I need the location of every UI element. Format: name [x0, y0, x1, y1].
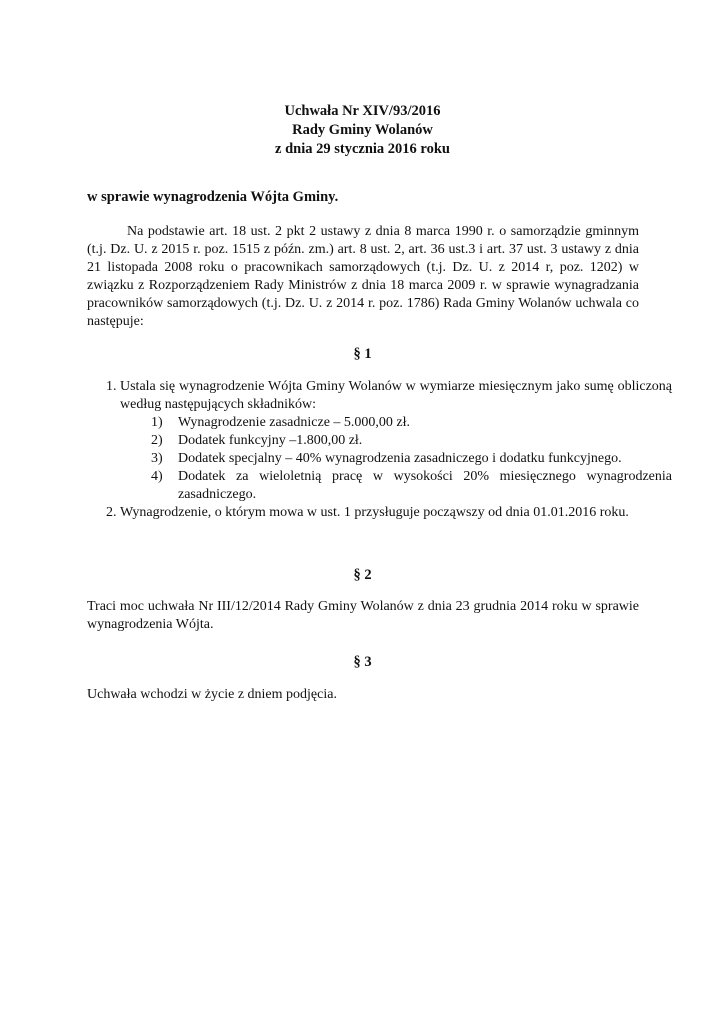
salary-component	[151, 432, 672, 450]
section-1-heading: § 1	[353, 346, 372, 362]
component-number: 1)	[151, 415, 163, 430]
resolution-number: Uchwała Nr XIV/93/2016	[284, 103, 441, 119]
salary-component	[151, 450, 672, 468]
salary-component	[151, 468, 672, 504]
section-3-text: Uchwała wchodzi w życie z dniem podjęcia.	[87, 687, 337, 702]
section-1-item-1-text: Ustala się wynagrodzenie Wójta Gminy Wolanów w wymiarze miesięcznym jako sumę obliczoną według następujących składników:	[120, 379, 672, 412]
component-number: 3)	[151, 451, 163, 466]
section-1-item-2	[120, 504, 672, 522]
resolution-subject: w sprawie wynagrodzenia Wójta Gminy.	[87, 189, 339, 205]
section-2-heading: § 2	[353, 567, 372, 583]
council-name: Rady Gminy Wolanów	[292, 122, 433, 138]
component-text: Wynagrodzenie zasadnicze – 5.000,00 zł.	[178, 415, 411, 430]
resolution-date: z dnia 29 stycznia 2016 roku	[275, 141, 450, 157]
salary-component	[151, 414, 672, 432]
section-1-list	[87, 378, 672, 522]
component-number: 4)	[151, 469, 163, 484]
component-number: 2)	[151, 433, 163, 448]
section-2-text: Traci moc uchwała Nr III/12/2014 Rady Gminy Wolanów z dnia 23 grudnia 2014 roku w sprawie wynagrodzenia Wójta.	[87, 599, 639, 632]
component-text: Dodatek funkcyjny –1.800,00 zł.	[178, 433, 363, 448]
section-3-heading: § 3	[353, 654, 372, 670]
section-1-item-2-text: Wynagrodzenie, o którym mowa w ust. 1 przysługuje począwszy od dnia 01.01.2016 roku.	[120, 505, 629, 520]
legal-basis-paragraph: Na podstawie art. 18 ust. 2 pkt 2 ustawy z dnia 8 marca 1990 r. o samorządzie gminnym (t.j. Dz. U. z 2015 r. poz. 1515 z późn. zm.) art. 8 ust. 2, art. 36 ust.3 i art. 37 ust. 3 ustawy z dnia 21 listopada 2008 roku o pracownikach samorządowych (t.j. Dz. U. z 2014 r, poz. 1202) w związku z Rozporządzeniem Rady Ministrów z dnia 18 marca 2009 r. w sprawie wynagradzania pracowników samorządowych (t.j. Dz. U. z 2014 r. poz. 1786) Rada Gminy Wolanów uchwala co następuje:	[87, 224, 639, 329]
component-text: Dodatek za wieloletnią pracę w wysokości 20% miesięcznego wynagrodzenia zasadniczego.	[178, 469, 672, 502]
salary-components-list	[120, 414, 672, 504]
component-text: Dodatek specjalny – 40% wynagrodzenia zasadniczego i dodatku funkcyjnego.	[178, 451, 622, 466]
section-1-item-1	[120, 378, 672, 504]
